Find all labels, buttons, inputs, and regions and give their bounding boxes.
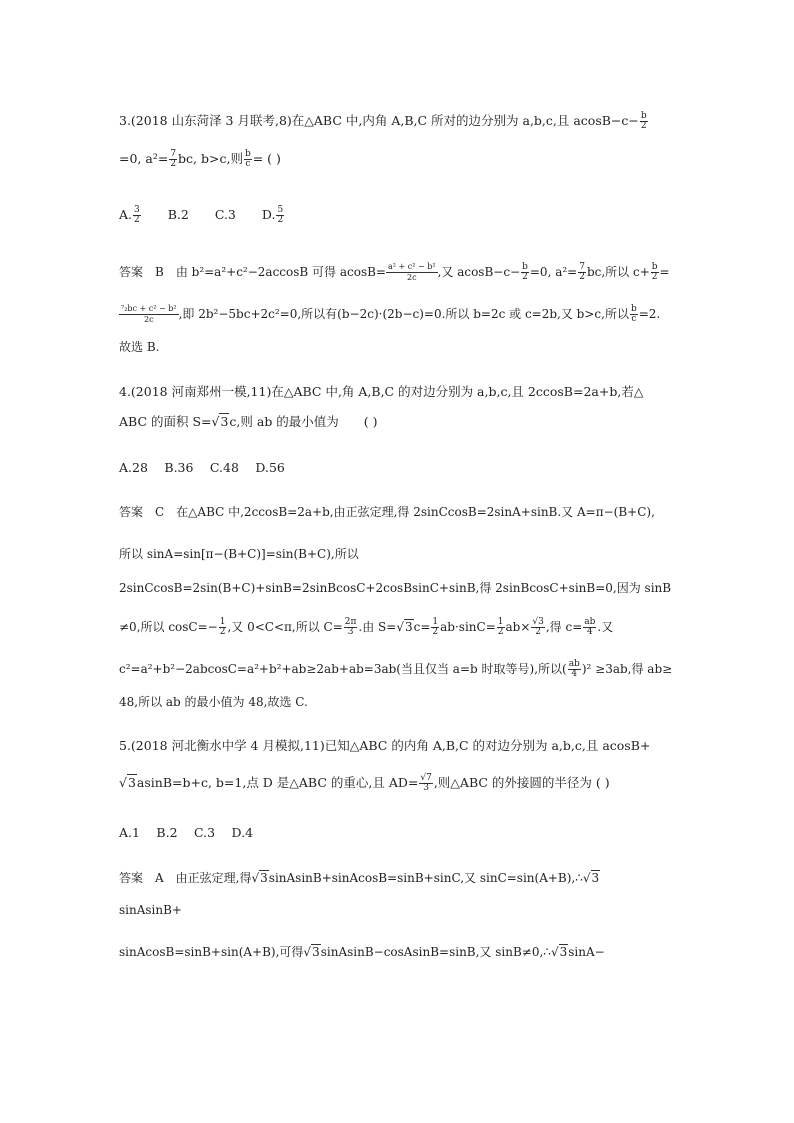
q3-answer-text2: ,即 2b²−5bc+2c²=0,所以有(b−2c)·(2b−c)=0.所以 b=2c 或 c=2b,又 b>c,所以 [178, 307, 629, 321]
q4-frac-ab4-sq [568, 660, 581, 679]
q3-option-d-label: D. [261, 207, 276, 222]
q5-answer-sqrt3: 3 [312, 945, 320, 959]
q3-answer-text1b: ,又 acosB−c− [437, 265, 521, 279]
q5-stem-text2a: asinB=b+c, b=1,点 D 是△ABC 的重心,且 AD= [136, 775, 419, 790]
frac-num: b [630, 304, 637, 314]
frac-den: 2 [134, 215, 140, 225]
q3-stem-line2 [119, 150, 281, 169]
q3-stem-text1: 3.(2018 山东菏泽 3 月联考,8)在△ABC 中,内角 A,B,C 所对的边分别为 a,b,c,且 acosB−c− [119, 113, 639, 128]
q5-answer-sqrt2: 3 [591, 871, 600, 885]
q3-option-b: B.2 [167, 207, 189, 222]
q4-answer-line6 [119, 694, 308, 710]
q5-options [119, 825, 253, 841]
frac-den: 2c [144, 315, 154, 324]
q4-answer-text4e: ab·sinC= [440, 620, 496, 634]
q3-answer-line3 [119, 339, 159, 355]
q3-answer-text2-end: =2. [638, 307, 661, 321]
q3-option-c: C.3 [214, 207, 236, 222]
q3-option-a-label: A. [119, 207, 133, 222]
q3-answer-frac1 [386, 262, 438, 283]
q4-answer-text5a: c²=a²+b²−2abcosC=a²+b²+ab≥2ab+ab=3ab(当且仅当 a=b 时取等号),所以( [119, 662, 567, 676]
q4-answer-text6: 48,所以 ab 的最小值为 48,故选 C. [119, 695, 308, 709]
q3-stem-text2b: bc, b>c,则 [178, 151, 243, 166]
q4-answer-text1: 答案 C 在△ABC 中,2ccosB=2a+b,由正弦定理,得 2sinCcosB=2sinA+sinB.又 A=π−(B+C), [119, 505, 655, 519]
frac-den: 2 [170, 159, 177, 169]
q4-sqrt: 3 [220, 414, 229, 429]
q3-answer-frac2 [521, 263, 529, 282]
q4-answer-line5 [119, 660, 672, 679]
q4-answer-line3 [119, 580, 671, 596]
q3-answer-line2-frac2 [630, 305, 638, 324]
q3-stem-text2c: = ( ) [252, 151, 281, 166]
frac-den: 2 [579, 272, 585, 282]
frac-den: 4 [586, 627, 593, 637]
q4-frac-half [219, 618, 227, 637]
q3-answer-line2-frac [119, 304, 179, 325]
q3-options [119, 206, 285, 225]
q5-answer-sqrt1: 3 [260, 871, 268, 885]
q5-answer-text3a: sinAcosB=sinB+sin(A+B),可得 [119, 945, 304, 959]
frac-den: c [631, 314, 637, 324]
q4-answer-line4: ≠0,所以 cosC=− $\frac{1}{2}$ ,又 0<C<π,所以 C= $\frac{2\pi}{3}$ .由 S=√3c= $\frac{1}{2}$ ab·sinC= $\frac{1}{2}$ ab× $\frac{√3}{2}$ ,得 c= $\frac{ab}{4}$ .又 [119, 617, 614, 637]
q3-answer-line2 [119, 304, 660, 325]
q4-stem-text1: 4.(2018 河南郑州一模,11)在△ABC 中,角 A,B,C 的对边分别为 a,b,c,且 2ccosB=2a+b,若△ [119, 384, 644, 399]
frac-num: ⁷₂bc + c² − b² [121, 304, 177, 313]
q3-option-d-frac [276, 206, 284, 225]
frac-den: 2 [497, 627, 504, 637]
frac-num: ab [584, 617, 596, 627]
q4-answer-text4f: ab× [505, 620, 531, 634]
q5-answer-sqrt4: 3 [559, 945, 568, 959]
q3-option-a-frac [133, 206, 141, 225]
frac-num: 1 [497, 617, 504, 627]
q5-answer-line2 [119, 902, 182, 918]
frac-den: 3 [347, 627, 354, 637]
q3-answer-text1e: = [659, 265, 670, 279]
frac-num: 5 [277, 205, 284, 215]
frac-num: b [522, 262, 528, 272]
q5-answer-text3c: sinA− [568, 945, 605, 959]
frac-den: 3 [423, 783, 429, 793]
q4-frac-2pi3 [344, 618, 358, 637]
frac-num: b [244, 149, 251, 159]
frac-num: ab [568, 659, 580, 669]
frac-den: 2 [432, 627, 439, 637]
q3-answer-text1a: 答案 B 由 b²=a²+c²−2accosB 可得 acosB= [119, 265, 386, 279]
q3-answer-line1 [119, 262, 670, 283]
q4-answer-text4a: ≠0,所以 cosC=− [119, 620, 218, 634]
frac-num: 2π [344, 617, 357, 627]
q4-frac-half2 [431, 618, 439, 637]
q4-stem-line2: ABC 的面积 S=√3c,则 ab 的最小值为 ( ) [119, 414, 378, 429]
q5-answer-text3b: sinAsinB−cosAsinB=sinB,又 sinB≠0,∴ [320, 945, 551, 959]
q4-answer-text2: 所以 sinA=sin[π−(B+C)]=sin(B+C),所以 [119, 547, 359, 561]
q3-frac-b2 [640, 112, 648, 131]
frac-den: 2c [406, 273, 417, 282]
frac-den: 2 [277, 215, 284, 225]
q3-frac-bc [244, 150, 252, 169]
frac-den: 2 [219, 627, 226, 637]
frac-num: √7 [420, 773, 432, 783]
q5-frac-ad [419, 774, 432, 793]
q4-frac-half3 [497, 618, 505, 637]
frac-num: 7 [170, 149, 177, 159]
q3-answer-text1c: =0, a²= [529, 265, 578, 279]
frac-den: 4 [571, 669, 578, 679]
frac-num: 3 [134, 205, 140, 215]
q4-answer-text5b: )² ≥3ab,得 ab≥ [581, 662, 673, 676]
q5-answer-text1b: sinAsinB+sinAcosB=sinB+sinC,又 sinC=sin(A+B),∴ [268, 871, 583, 885]
q3-frac-72 [169, 150, 177, 169]
q4-answer-sqrt: 3 [404, 620, 413, 634]
frac-num: 7 [579, 262, 585, 272]
frac-num: 1 [219, 617, 226, 627]
q4-answer-text4h: .又 [597, 620, 614, 634]
q3-stem-text2a: =0, a²= [119, 151, 169, 166]
frac-num: a² + c² − b² [387, 262, 436, 271]
q5-options-text: A.1 B.2 C.3 D.4 [119, 825, 254, 840]
q3-answer-frac3 [578, 263, 586, 282]
frac-den: 2 [651, 272, 658, 282]
frac-num: b [651, 262, 658, 272]
q4-answer-line2 [119, 546, 359, 562]
q4-stem-line1 [119, 384, 643, 400]
q4-frac-ab4 [583, 618, 596, 637]
q5-answer-text1a: 答案 A 由正弦定理,得 [119, 871, 252, 885]
q4-frac-sqrt3-2 [531, 618, 544, 637]
q4-answer-text4c: .由 S= [358, 620, 397, 634]
q4-answer-text4d: c= [413, 620, 431, 634]
q3-answer-text3: 故选 B. [119, 340, 160, 354]
frac-num: √3 [532, 617, 544, 627]
q5-answer-line1: 答案 A 由正弦定理,得√3sinAsinB+sinAcosB=sinB+sinC,又 sinC=sin(A+B),∴√3 [119, 871, 600, 885]
frac-den: c [245, 159, 251, 169]
frac-den: 2 [640, 121, 647, 131]
q5-stem-text1: 5.(2018 河北衡水中学 4 月模拟,11)已知△ABC 的内角 A,B,C 的对边分别为 a,b,c,且 acosB+ [119, 738, 651, 753]
q3-answer-frac4 [651, 263, 659, 282]
q5-answer-line3: sinAcosB=sinB+sin(A+B),可得√3sinAsinB−cosAsinB=sinB,又 sinB≠0,∴√3sinA− [119, 945, 605, 959]
q4-answer-line1 [119, 504, 655, 520]
q3-stem-line1 [119, 112, 649, 131]
frac-den: 2 [522, 272, 528, 282]
frac-den: 2 [535, 627, 541, 637]
q4-answer-text4g: ,得 c= [545, 620, 583, 634]
q5-stem-line2: √3asinB=b+c, b=1,点 D 是△ABC 的重心,且 AD= $\frac{√7}{3}$ ,则△ABC 的外接圆的半径为 ( ) [119, 773, 610, 793]
q4-answer-text3: 2sinCcosB=2sin(B+C)+sinB=2sinBcosC+2cosBsinC+sinB,得 2sinBcosC+sinB=0,因为 sinB [119, 581, 672, 595]
q5-stem-text2b: ,则△ABC 的外接圆的半径为 ( ) [433, 775, 610, 790]
q4-stem-text2b: c,则 ab 的最小值为 ( ) [229, 414, 378, 429]
q5-stem-line1 [119, 738, 650, 754]
frac-num: b [640, 111, 647, 121]
q4-stem-text2a: ABC 的面积 S= [119, 414, 212, 429]
q4-options-text: A.28 B.36 C.48 D.56 [119, 460, 285, 475]
frac-num: 1 [432, 617, 439, 627]
q5-sqrt: 3 [127, 775, 136, 790]
q4-options [119, 460, 285, 476]
q3-answer-text1d: bc,所以 c+ [586, 265, 650, 279]
q4-answer-text4b: ,又 0<C<π,所以 C= [227, 620, 343, 634]
q5-answer-text2: sinAsinB+ [119, 903, 182, 917]
